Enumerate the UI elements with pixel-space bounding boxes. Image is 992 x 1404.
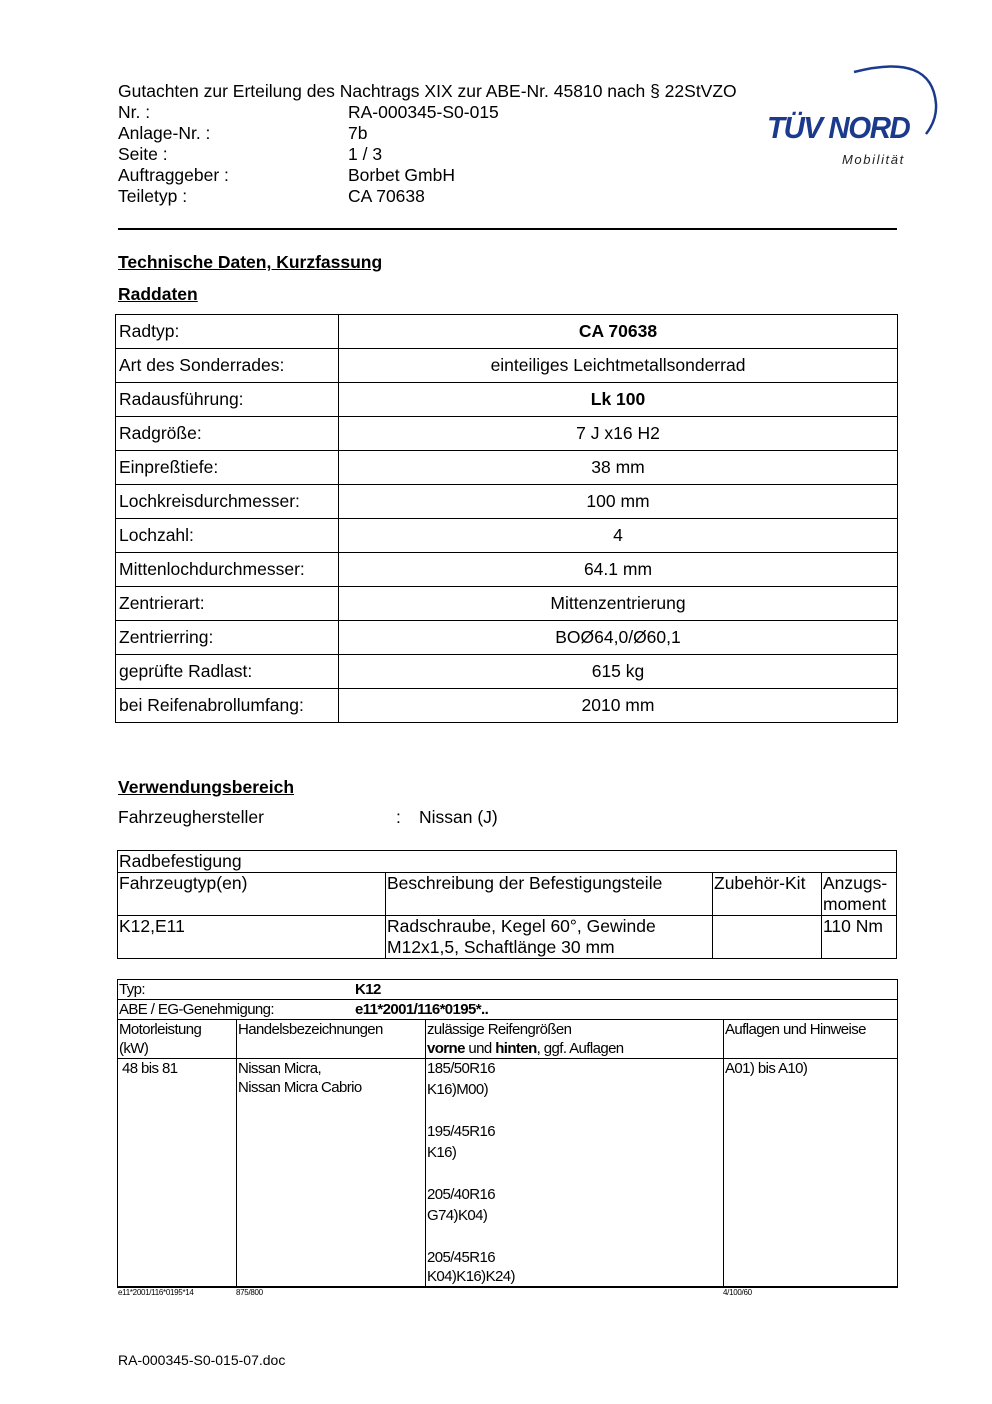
cell-handelsbezeichnungen: [237, 1059, 426, 1288]
row-label: Lochkreisdurchmesser:: [116, 485, 339, 519]
field-label: Auftraggeber :: [118, 165, 229, 185]
reifen-size: 205/40R16: [427, 1186, 495, 1203]
field-value: RA-000345-S0-015: [348, 102, 499, 122]
field-value: CA 70638: [348, 186, 425, 206]
document-filename: RA-000345-S0-015-07.doc: [118, 1352, 286, 1368]
table-row: [118, 980, 898, 1000]
table-row: [116, 655, 898, 689]
cell-beschreibung: [386, 916, 713, 959]
header-divider: [118, 228, 897, 230]
typ-footnote-1: e11*2001/116*0195*14: [118, 1288, 194, 1297]
header-motorleistung: [118, 1020, 237, 1059]
cell-zubehoer-kit: [713, 916, 822, 959]
abe-row: [118, 1000, 898, 1020]
table-header-row: [118, 1020, 898, 1059]
field-value: 1 / 3: [348, 144, 383, 164]
row-label: bei Reifenabrollumfang:: [116, 689, 339, 723]
header-field-seite: [118, 144, 737, 165]
table-row: [118, 916, 897, 959]
field-value: 7b: [348, 123, 368, 143]
radbefestigung-table: [117, 850, 897, 959]
header-anzugsmoment-l2: moment: [823, 894, 887, 914]
cell-reifengroessen: [426, 1059, 724, 1288]
table-row: [116, 315, 898, 349]
table-row: [118, 851, 897, 873]
table-row: [116, 349, 898, 383]
header-reifen-hinten: hinten: [495, 1040, 537, 1057]
header-anzugsmoment-l1: Anzugs-: [823, 873, 888, 893]
reifen-codes: K04)K16)K24): [427, 1268, 515, 1285]
logo-subtitle: Mobilität: [842, 152, 905, 167]
document-header: [118, 81, 737, 207]
reifen-codes: K16)M00): [427, 1081, 489, 1098]
raddaten-table: [115, 314, 898, 723]
table-row: [116, 587, 898, 621]
table-row: [116, 689, 898, 723]
field-label: Nr. :: [118, 102, 151, 122]
handel-line-2: Nissan Micra Cabrio: [238, 1079, 362, 1096]
row-label: Radtyp:: [116, 315, 339, 349]
row-label: Radausführung:: [116, 383, 339, 417]
field-value: Borbet GmbH: [348, 165, 455, 185]
typ-label: Typ:: [119, 981, 145, 998]
reifen-codes: G74)K04): [427, 1207, 488, 1224]
table-row: [118, 1059, 898, 1288]
row-label: Mittenlochdurchmesser:: [116, 553, 339, 587]
row-label: Einpreßtiefe:: [116, 451, 339, 485]
table-caption: Radbefestigung: [118, 851, 897, 873]
abe-value: e11*2001/116*0195*..: [355, 1001, 489, 1018]
tuv-nord-logo: [764, 58, 944, 173]
section-title-technische-daten: Technische Daten, Kurzfassung: [118, 252, 383, 272]
fahrzeugtyp-table: [117, 979, 898, 1288]
row-label: Zentrierart:: [116, 587, 339, 621]
row-label: Art des Sonderrades:: [116, 349, 339, 383]
beschreibung-line-1: Radschraube, Kegel 60°, Gewinde: [387, 916, 656, 936]
document-title: Gutachten zur Erteilung des Nachtrags XIX zur ABE-Nr. 45810 nach § 22StVZO: [118, 81, 737, 101]
typ-footnote-3: 4/100/60: [723, 1288, 752, 1297]
row-value: Mittenzentrierung: [339, 587, 898, 621]
section-title-raddaten: Raddaten: [118, 284, 198, 304]
reifen-size: 205/45R16: [427, 1249, 495, 1266]
row-value: 4: [339, 519, 898, 553]
table-row: [118, 1000, 898, 1020]
row-value: 64.1 mm: [339, 553, 898, 587]
table-row: [116, 519, 898, 553]
table-row: [116, 621, 898, 655]
hersteller-label: Fahrzeughersteller: [118, 807, 264, 827]
header-reifen-rest: , ggf. Auflagen: [536, 1040, 624, 1057]
row-value: 2010 mm: [339, 689, 898, 723]
table-row: [116, 451, 898, 485]
header-zubehoer-kit: Zubehör-Kit: [713, 873, 822, 916]
header-reifen-l1: zulässige Reifengrößen: [427, 1021, 572, 1038]
row-label: Zentrierring:: [116, 621, 339, 655]
row-value: 615 kg: [339, 655, 898, 689]
logo-brand: TÜV NORD: [767, 110, 910, 145]
cell-auflagen: A01) bis A10): [724, 1059, 898, 1288]
header-beschreibung: Beschreibung der Befestigungsteile: [386, 873, 713, 916]
fahrzeughersteller-line: [118, 807, 498, 828]
section-title-verwendungsbereich: Verwendungsbereich: [118, 777, 295, 797]
row-value: 100 mm: [339, 485, 898, 519]
cell-motorleistung: 48 bis 81: [118, 1059, 237, 1288]
header-auflagen: Auflagen und Hinweise: [724, 1020, 898, 1059]
row-label: Lochzahl:: [116, 519, 339, 553]
field-label: Anlage-Nr. :: [118, 123, 211, 143]
row-value: einteiliges Leichtmetallsonderrad: [339, 349, 898, 383]
header-reifengroessen: [426, 1020, 724, 1059]
header-fahrzeugtyp: Fahrzeugtyp(en): [118, 873, 386, 916]
table-row: [116, 417, 898, 451]
cell-fahrzeugtyp: K12,E11: [118, 916, 386, 959]
header-reifen-und: und: [464, 1040, 496, 1057]
header-motor-l1: Motorleistung: [119, 1021, 202, 1038]
hersteller-separator: :: [396, 807, 401, 827]
row-value: BOØ64,0/Ø60,1: [339, 621, 898, 655]
reifen-codes: K16): [427, 1144, 457, 1161]
header-field-nr: [118, 102, 737, 123]
header-field-auftraggeber: [118, 165, 737, 186]
header-reifen-l2: [427, 1039, 722, 1058]
typ-row: [118, 980, 898, 1000]
typ-footnote-2: 875/800: [236, 1288, 263, 1297]
hersteller-value: Nissan (J): [419, 807, 498, 827]
cell-anzugsmoment: 110 Nm: [822, 916, 897, 959]
field-label: Teiletyp :: [118, 186, 188, 206]
table-row: [116, 553, 898, 587]
header-motor-l2: (kW): [119, 1040, 149, 1057]
row-label: geprüfte Radlast:: [116, 655, 339, 689]
typ-value: K12: [355, 981, 381, 998]
header-field-anlage: [118, 123, 737, 144]
row-label: Radgröße:: [116, 417, 339, 451]
row-value: CA 70638: [339, 315, 898, 349]
header-handelsbezeichnungen: Handelsbezeichnungen: [237, 1020, 426, 1059]
header-anzugsmoment: [822, 873, 897, 916]
table-row: [116, 383, 898, 417]
row-value: Lk 100: [339, 383, 898, 417]
reifen-size: 195/45R16: [427, 1123, 495, 1140]
header-field-teiletyp: [118, 186, 737, 207]
table-row: [116, 485, 898, 519]
handel-line-1: Nissan Micra,: [238, 1060, 322, 1077]
field-label: Seite :: [118, 144, 168, 164]
table-header-row: [118, 873, 897, 916]
header-reifen-vorne: vorne: [427, 1040, 465, 1057]
row-value: 38 mm: [339, 451, 898, 485]
row-value: 7 J x16 H2: [339, 417, 898, 451]
reifen-size: 185/50R16: [427, 1060, 495, 1077]
beschreibung-line-2: M12x1,5, Schaftlänge 30 mm: [387, 937, 615, 957]
abe-label: ABE / EG-Genehmigung:: [119, 1001, 274, 1018]
